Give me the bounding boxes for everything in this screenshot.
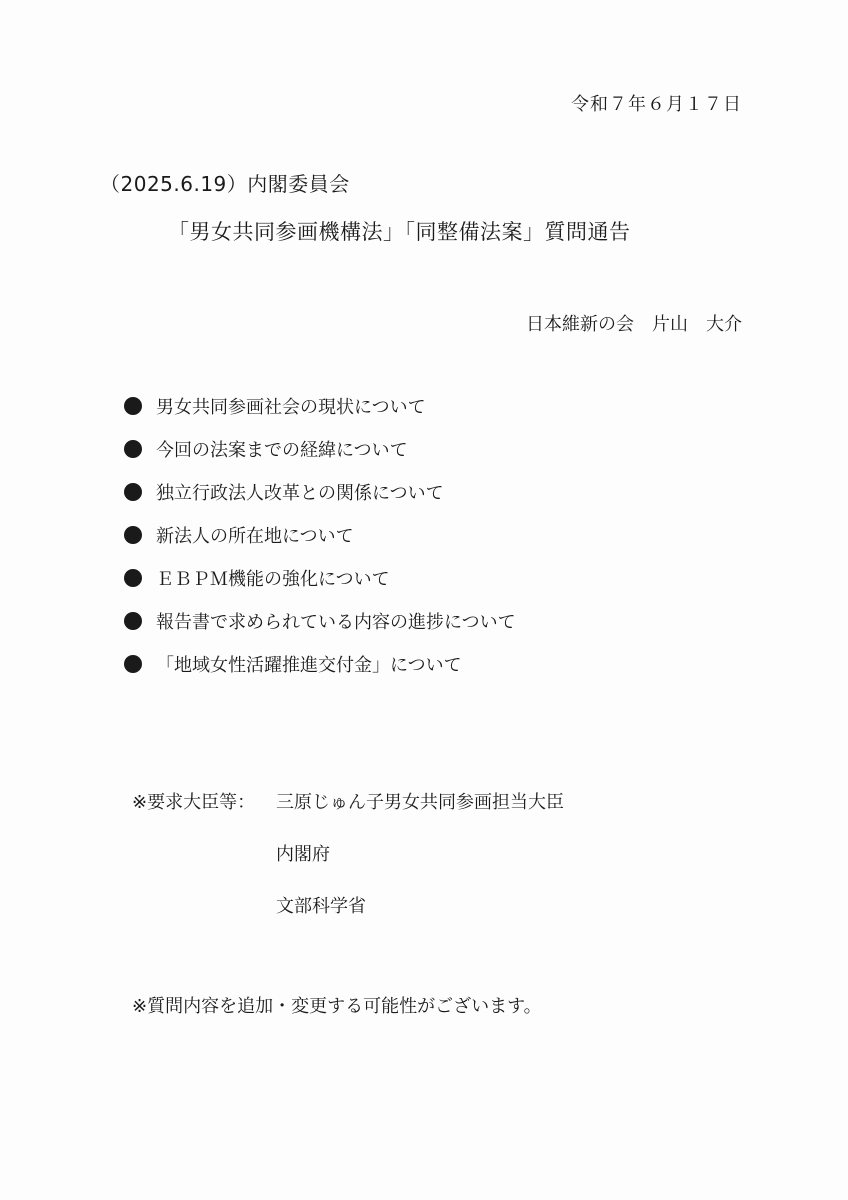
bullet-icon	[124, 569, 142, 587]
question-text: 今回の法案までの経緯について	[156, 439, 408, 461]
question-item	[124, 642, 516, 685]
question-item	[124, 556, 516, 599]
question-item	[124, 427, 516, 470]
footer-note: ※質問内容を追加・変更する可能性がございます。	[132, 996, 542, 1017]
question-list	[124, 384, 516, 685]
question-item	[124, 384, 516, 427]
bullet-icon	[124, 612, 142, 630]
question-item	[124, 513, 516, 556]
bullet-icon	[124, 397, 142, 415]
minister-item: 内閣府	[276, 844, 330, 865]
minister-item: 三原じゅん子男女共同参画担当大臣	[276, 792, 564, 813]
question-item	[124, 599, 516, 642]
question-text: 新法人の所在地について	[156, 525, 354, 547]
ministers-label: ※要求大臣等：	[132, 792, 256, 813]
bullet-icon	[124, 655, 142, 673]
minister-row	[132, 840, 564, 892]
minister-row	[132, 892, 564, 944]
document-date: 令和７年６月１７日	[571, 94, 742, 115]
author-line: 日本維新の会 片山 大介	[526, 314, 742, 335]
document-title: 「男女共同参画機構法」「同整備法案」質問通告	[168, 220, 631, 244]
question-text: 報告書で求められている内容の進捗について	[156, 611, 516, 633]
question-text: ＥＢＰＭ機能の強化について	[156, 568, 390, 590]
bullet-icon	[124, 440, 142, 458]
question-item	[124, 470, 516, 513]
question-text: 「地域女性活躍推進交付金」について	[156, 654, 462, 676]
minister-row	[132, 788, 564, 840]
minister-item: 文部科学省	[276, 896, 366, 917]
requested-ministers	[132, 788, 564, 944]
bullet-icon	[124, 526, 142, 544]
committee-heading: （2025.6.19）内閣委員会	[100, 172, 350, 196]
question-text: 独立行政法人改革との関係について	[156, 482, 444, 504]
question-text: 男女共同参画社会の現状について	[156, 396, 426, 418]
bullet-icon	[124, 483, 142, 501]
